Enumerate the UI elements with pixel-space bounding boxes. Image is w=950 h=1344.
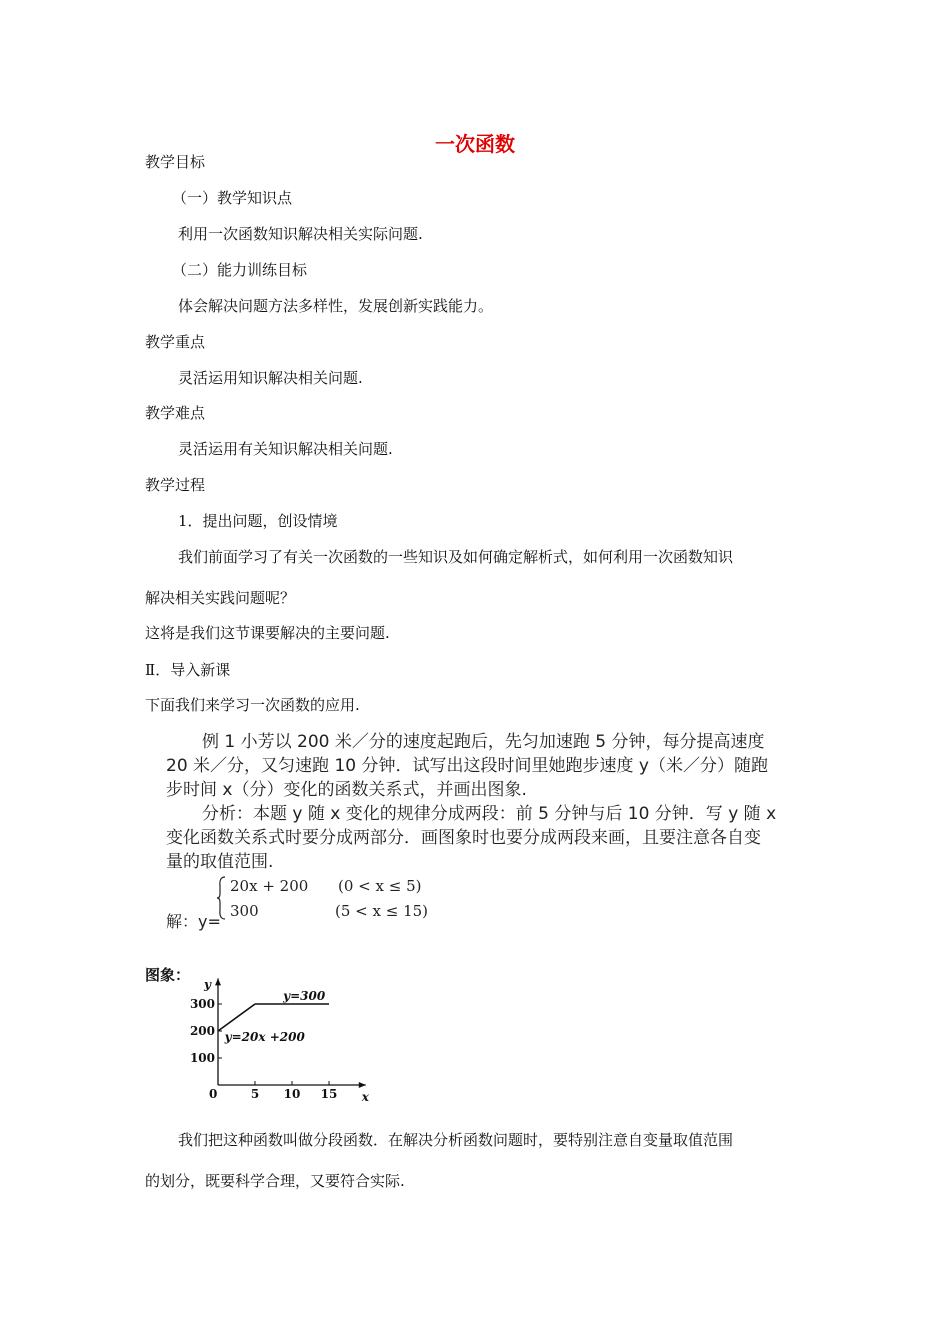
left-brace-icon [216,876,226,920]
piece-1-expression: 20x + 200 [230,877,309,895]
step-1-text-a: 我们前面学习了有关一次函数的一些知识及如何确定解析式，如何利用一次函数知识 [178,548,734,566]
y-tick-label: 100 [189,1051,215,1065]
y-axis-label: y [204,977,211,992]
key-text: 灵活运用知识解决相关问题. [178,369,363,387]
y-tick-label: 200 [189,1024,215,1038]
analysis-line-3: 量的取值范围. [166,852,274,872]
closing-text-a: 我们把这种函数叫做分段函数．在解决分析函数问题时，要特别注意自变量取值范围 [178,1131,734,1149]
solution-label: 解：y= [166,912,221,931]
step-2-heading: Ⅱ．导入新课 [145,661,231,679]
series-line-1 [218,1004,255,1031]
step-2-text: 下面我们来学习一次函数的应用. [145,696,360,714]
piece-1-domain: (0 < x ≤ 5) [338,877,422,895]
difficulty-heading: 教学难点 [145,404,206,422]
piecewise-function-graph [145,952,385,1102]
analysis-line-2: 变化函数关系式时要分成两部分．画图象时也要分成两段来画，且要注意各自变 [166,828,761,848]
line-label-rising: y=20x +200 [224,1030,305,1044]
piece-2-domain: (5 < x ≤ 15) [335,902,429,920]
goal-heading: 教学目标 [145,153,206,171]
x-tick-label: 15 [320,1087,338,1101]
analysis-line-1: 分析：本题 y 随 x 变化的规律分成两段：前 5 分钟与后 10 分钟．写 y 随 x [202,804,777,824]
difficulty-text: 灵活运用有关知识解决相关问题. [178,440,393,458]
y-axis-arrow-icon [215,978,221,985]
y-tick-label: 300 [189,997,215,1011]
x-axis-label: x [361,1090,369,1102]
step-1-heading: 1．提出问题，创设情境 [178,512,338,530]
example-line-1: 例 1 小芳以 200 米／分的速度起跑后，先匀加速跑 5 分钟，每分提高速度 [202,732,765,752]
step-1-text-c: 这将是我们这节课要解决的主要问题. [145,624,390,642]
goal-1-text: 利用一次函数知识解决相关实际问题. [178,225,423,243]
page-title: 一次函数 [435,132,515,156]
example-line-2: 20 米／分，又匀速跑 10 分钟．试写出这段时间里她跑步速度 y（米／分）随跑 [166,756,768,776]
piece-2-expression: 300 [230,902,259,920]
closing-text-b: 的划分，既要科学合理，又要符合实际. [145,1172,405,1190]
graph-label: 图象： [145,966,191,984]
goal-2-heading: （二）能力训练目标 [172,261,308,279]
step-1-text-b: 解决相关实践问题呢？ [145,589,296,607]
goal-2-text: 体会解决问题方法多样性，发展创新实践能力。 [178,297,494,315]
origin-label: 0 [209,1087,218,1101]
x-tick-label: 10 [283,1087,301,1101]
key-heading: 教学重点 [145,333,206,351]
process-heading: 教学过程 [145,476,206,494]
x-axis-arrow-icon [359,1082,366,1088]
example-line-3: 步时间 x（分）变化的函数关系式，并画出图象. [166,780,527,800]
line-label-flat: y=300 [283,989,326,1003]
x-tick-label: 5 [250,1087,260,1101]
goal-1-heading: （一）教学知识点 [172,189,293,207]
